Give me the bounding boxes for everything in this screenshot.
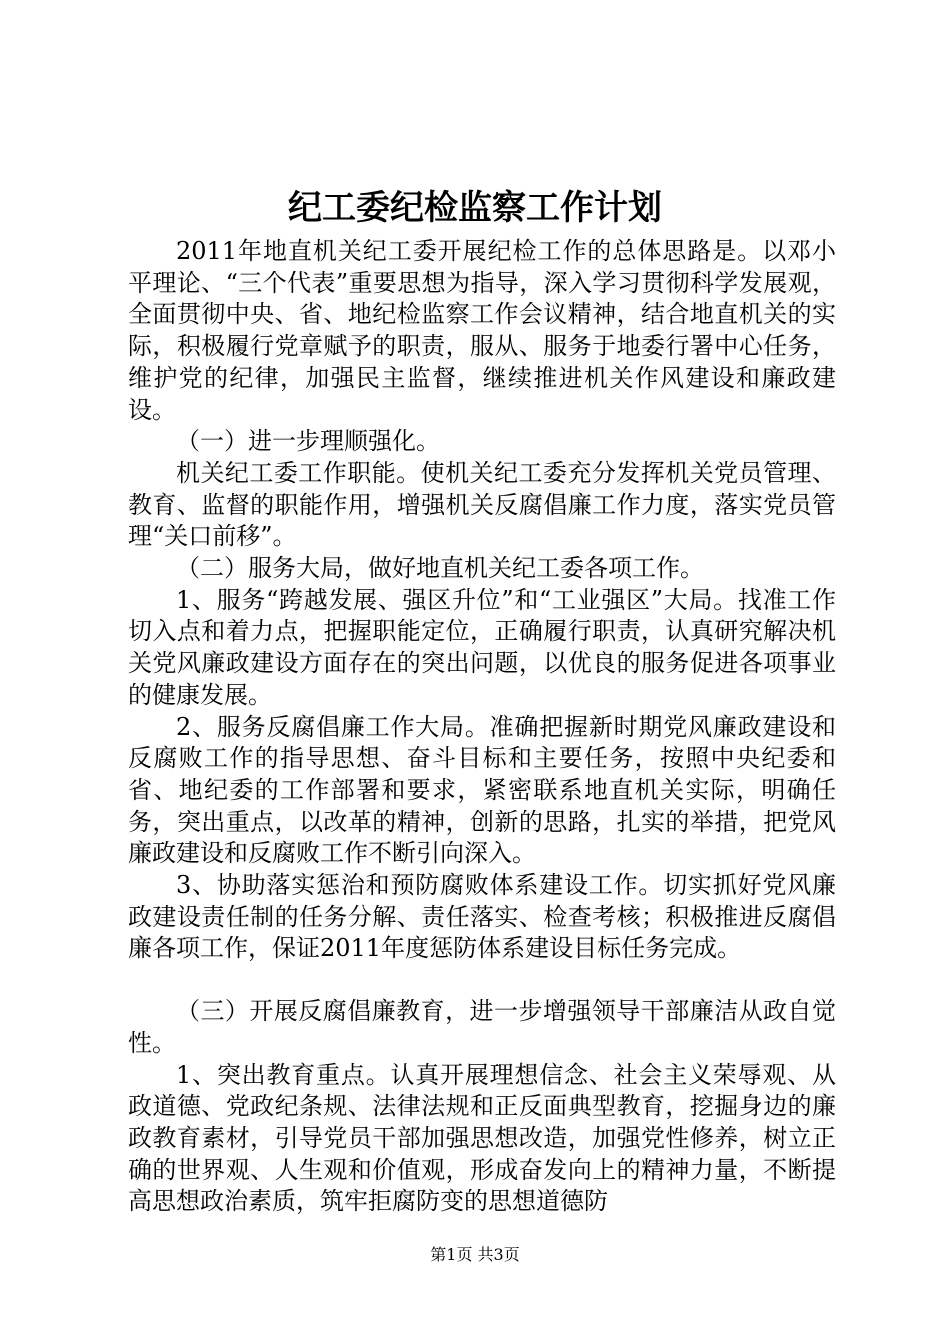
paragraph-item-2-1: 1、服务“跨越发展、强区升位”和“工业强区”大局。找准工作切入点和着力点，把握职能定位，正确履行职责，认真研究解决机关党风廉政建设方面存在的突出问题，以优良的服务促进各项事业的健康发展。 [128,585,836,709]
paragraph-item-3-1: 1、突出教育重点。认真开展理想信念、社会主义荣辱观、从政道德、党政纪条规、法律法规和正反面典型教育，挖掘身边的廉政教育素材，引导党员干部加强思想改造，加强党性修养，树立正确的世界观、人生观和价值观，形成奋发向上的精神力量，不断提高思想政治素质，筑牢拒腐防变的思想道德防 [128,1060,836,1216]
document-title: 纪工委纪检监察工作计划 [288,188,662,228]
paragraph-overview: 2011年地直机关纪工委开展纪检工作的总体思路是。以邓小平理论、“三个代表”重要思想为指导，深入学习贯彻科学发展观，全面贯彻中央、省、地纪检监察工作会议精神，结合地直机关的实际，积极履行党章赋予的职责，服从、服务于地委行署中心任务，维护党的纪律，加强民主监督，继续推进机关作风建设和廉政建设。 [128,237,836,424]
heading-section-2: （二）服务大局，做好地直机关纪工委各项工作。 [176,554,704,583]
heading-section-1: （一）进一步理顺强化。 [176,427,440,456]
paragraph-item-2-2: 2、服务反腐倡廉工作大局。准确把握新时期党风廉政建设和反腐败工作的指导思想、奋斗目标和主要任务，按照中央纪委和省、地纪委的工作部署和要求，紧密联系地直机关实际，明确任务，突出重点，以改革的精神，创新的思路，扎实的举措，把党风廉政建设和反腐败工作不断引向深入。 [128,712,836,868]
document-body [128,236,836,1218]
paragraph-section-1: 机关纪工委工作职能。使机关纪工委充分发挥机关党员管理、教育、监督的职能作用，增强机关反腐倡廉工作力度，落实党员管理“关口前移”。 [128,458,836,551]
paragraph-item-2-3: 3、协助落实惩治和预防腐败体系建设工作。切实抓好党风廉政建设责任制的任务分解、责任落实、检查考核；积极推进反腐倡廉各项工作，保证2011年度惩防体系建设目标任务完成。 [128,871,836,963]
heading-section-3: （三）开展反腐倡廉教育，进一步增强领导干部廉洁从政自觉性。 [128,997,836,1057]
page-number-footer: 第1页 共3页 [430,1245,520,1264]
